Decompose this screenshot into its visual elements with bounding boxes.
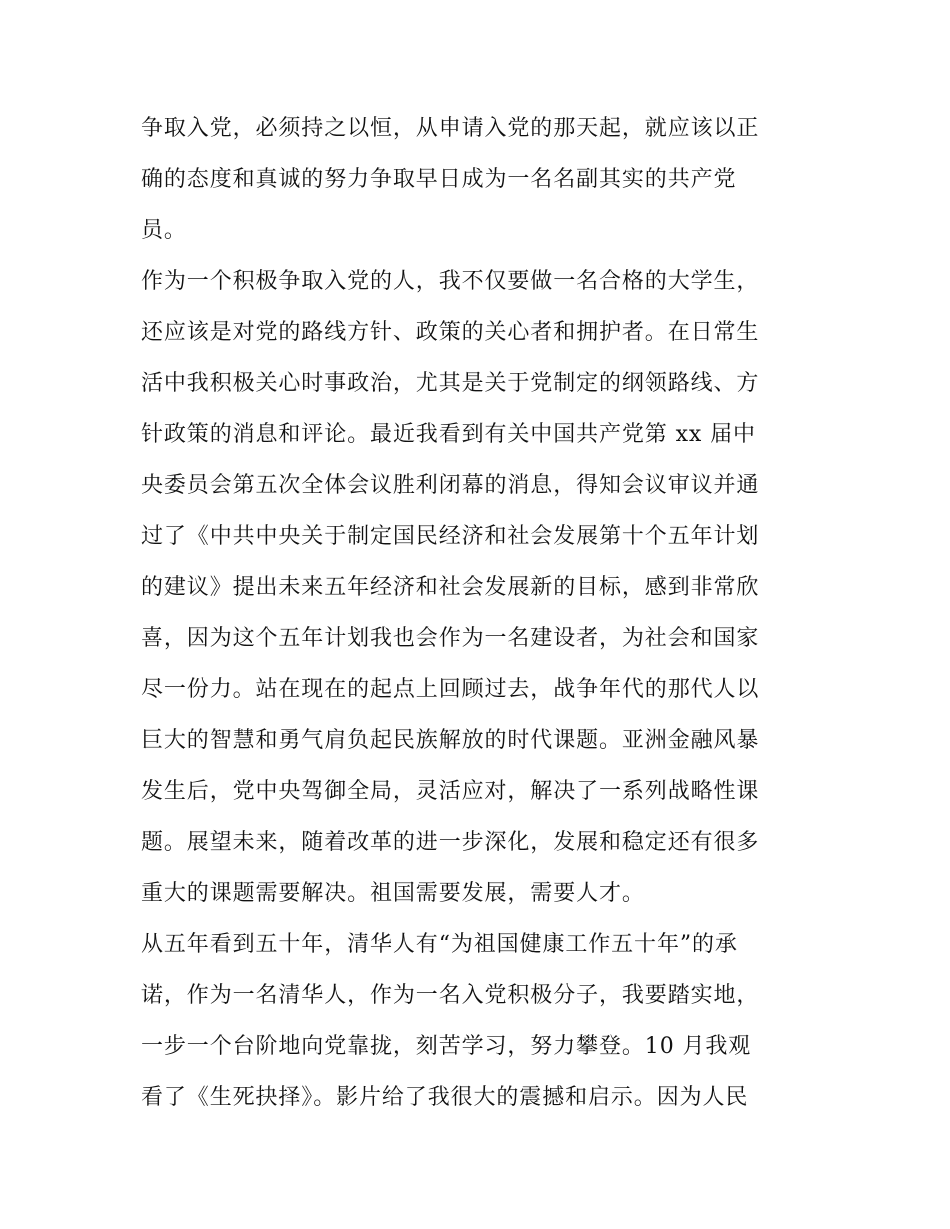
text-line: 喜，因为这个五年计划我也会作为一名建设者，为社会和国家 — [141, 626, 760, 651]
text-line: 巨大的智慧和勇气肩负起民族解放的时代课题。亚洲金融风暴 — [141, 728, 760, 753]
text-line: 作为一个积极争取入党的人，我不仅要做一名合格的大学生， — [141, 269, 760, 294]
text-line: 从五年看到五十年，清华人有“为祖国健康工作五十年”的承 — [141, 932, 738, 957]
text-line: 题。展望未来，随着改革的进一步深化，发展和稳定还有很多 — [141, 830, 760, 855]
text-line: 针政策的消息和评论。最近我看到有关中国共产党第 xx 届中 — [141, 422, 756, 447]
text-line: 确的态度和真诚的努力争取早日成为一名名副其实的共产党 — [141, 167, 737, 192]
text-line: 员。 — [141, 218, 187, 243]
text-line: 过了《中共中央关于制定国民经济和社会发展第十个五年计划 — [141, 524, 760, 549]
text-line: 争取入党，必须持之以恒，从申请入党的那天起，就应该以正 — [141, 116, 760, 141]
text-line: 还应该是对党的路线方针、政策的关心者和拥护者。在日常生 — [141, 320, 760, 345]
text-line: 尽一份力。站在现在的起点上回顾过去，战争年代的那代人以 — [141, 677, 760, 702]
text-line: 重大的课题需要解决。祖国需要发展，需要人才。 — [141, 881, 645, 906]
text-line: 活中我积极关心时事政治，尤其是关于党制定的纲领路线、方 — [141, 371, 760, 396]
text-line: 诺，作为一名清华人，作为一名入党积极分子，我要踏实地， — [141, 983, 760, 1008]
text-line: 看了《生死抉择》。影片给了我很大的震撼和启示。因为人民 — [141, 1085, 749, 1110]
text-line: 央委员会第五次全体会议胜利闭幕的消息，得知会议审议并通 — [141, 473, 760, 498]
text-line: 发生后，党中央驾御全局，灵活应对，解决了一系列战略性课 — [141, 779, 760, 804]
text-line: 一步一个台阶地向党靠拢，刻苦学习，努力攀登。10 月我观 — [141, 1034, 752, 1059]
text-line: 的建议》提出未来五年经济和社会发展新的目标，感到非常欣 — [141, 575, 760, 600]
